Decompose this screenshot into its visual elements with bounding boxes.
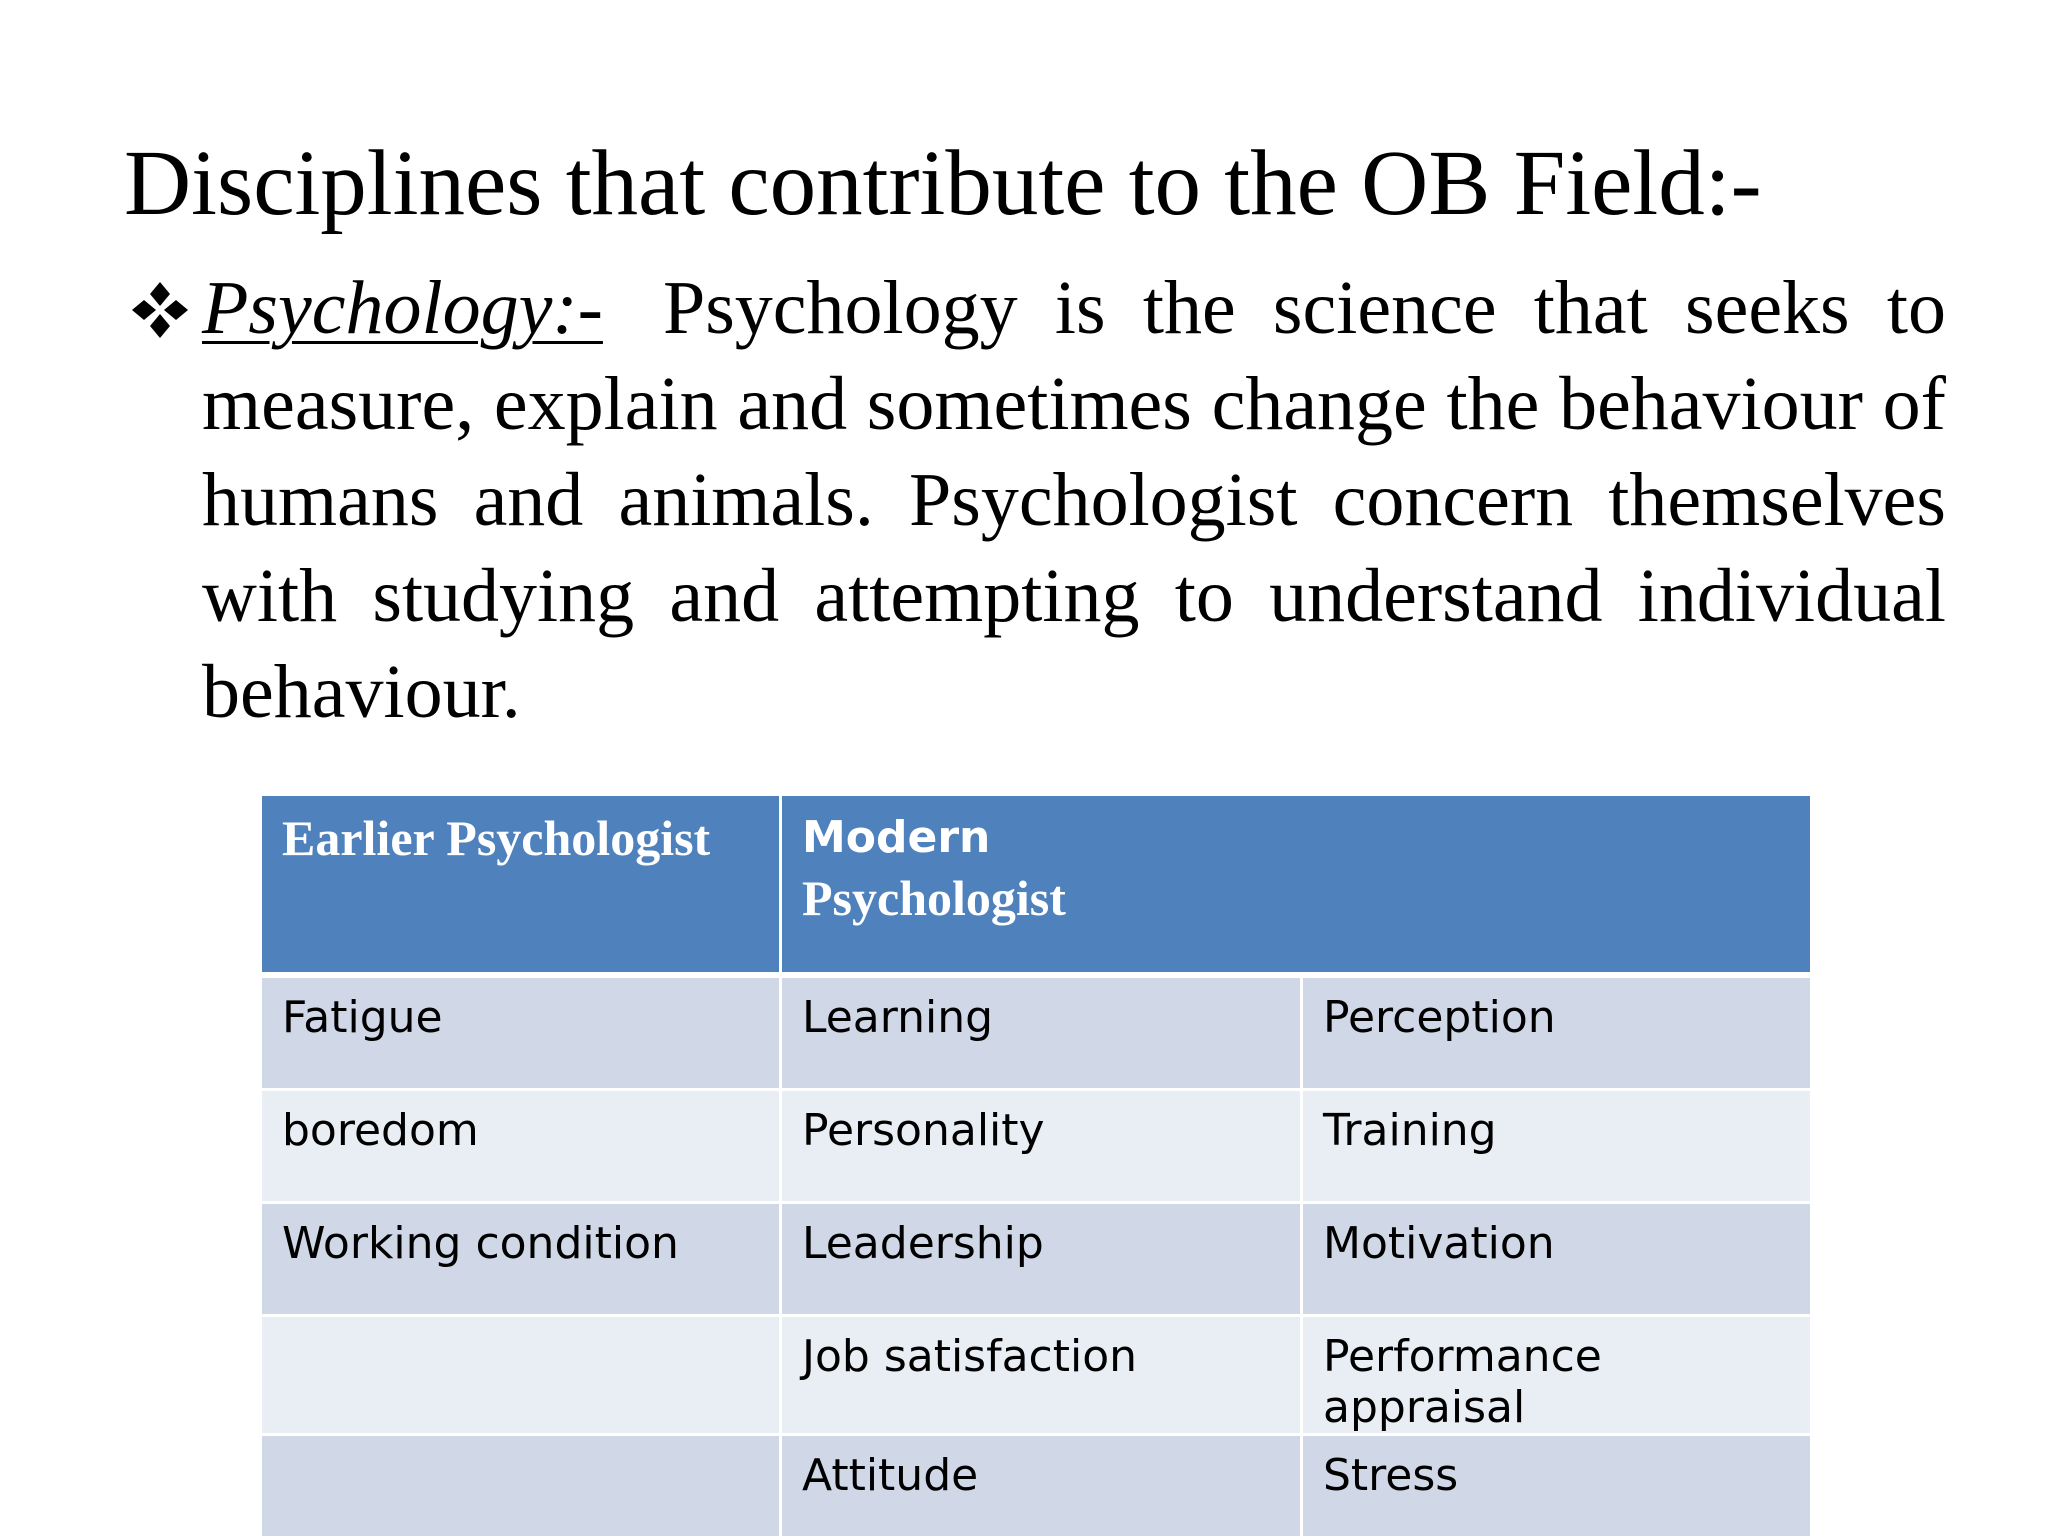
psychologist-table	[259, 793, 1813, 1536]
table-cell-modern-a: Leadership	[781, 1203, 1302, 1316]
bullet-text-block	[202, 260, 1946, 740]
header-modern-line2: Psychologist	[802, 870, 1066, 926]
slide-title: Disciplines that contribute to the OB Field:-	[124, 132, 1762, 235]
table-cell-earlier: Working condition	[261, 1203, 781, 1316]
table-cell-modern-a: Personality	[781, 1090, 1302, 1203]
table-cell-modern-a: Attitude	[781, 1435, 1302, 1536]
four-diamond-bullet-icon	[130, 280, 190, 340]
header-earlier-label: Earlier Psychologist	[282, 810, 711, 866]
table-cell-modern-b: Perception	[1302, 975, 1812, 1090]
table-row	[261, 1203, 1812, 1316]
table-cell-modern-a: Job satisfaction	[781, 1316, 1302, 1435]
header-earlier-psychologist	[261, 795, 781, 976]
table-cell-modern-b: Stress	[1302, 1435, 1812, 1536]
table-row	[261, 1435, 1812, 1536]
table-cell-modern-a: Learning	[781, 975, 1302, 1090]
table-cell-modern-b: Motivation	[1302, 1203, 1812, 1316]
header-modern-line1: Modern	[802, 812, 991, 863]
bullet-description: Psychology is the science that seeks to measure, explain and sometimes change the behaviour of humans and animals. Psychologist concern themselves with studying and attempting to understand individual behaviour.	[202, 266, 1946, 734]
table-cell-earlier	[261, 1316, 781, 1435]
table-row	[261, 1316, 1812, 1435]
table-cell-earlier: boredom	[261, 1090, 781, 1203]
table-cell-modern-b: Training	[1302, 1090, 1812, 1203]
table-cell-earlier: Fatigue	[261, 975, 781, 1090]
header-modern-psychologist	[781, 795, 1812, 976]
table-header-row	[261, 795, 1812, 976]
table-row	[261, 1090, 1812, 1203]
table-cell-earlier	[261, 1435, 781, 1536]
bullet-term: Psychology:-	[202, 266, 603, 350]
table-row	[261, 975, 1812, 1090]
table-cell-modern-b: Performance appraisal	[1302, 1316, 1812, 1435]
